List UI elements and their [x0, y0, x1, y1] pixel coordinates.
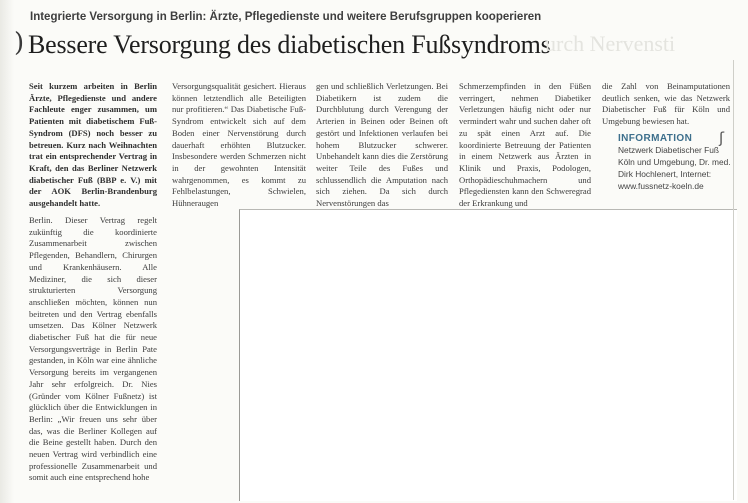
intro-paragraph: Seit kurzem arbeiten in Berlin Ärzte, Pflegedienste und andere Fachleute enger zusammen, um Patienten mit diabetischem Fuß-Syndrom (DFS) noch besser zu betreuen. Kurz nach Weihnachten trat ein entsprechender Vertrag in Kraft, den das Berliner Netzwerk diabetischer Fuß (BBP e. V.) mit der AOK Berlin-Brandenburg ausgehandelt hatte.: [29, 81, 157, 209]
bleed-through-text: urch Nervensti: [545, 31, 676, 56]
arrow-s-icon: ʃ: [719, 129, 725, 147]
scan-shadow: [0, 0, 14, 503]
column-divider: [733, 60, 734, 500]
article-column-1: [29, 215, 157, 500]
article-column-3: [316, 81, 448, 209]
column-5-text: die Zahl von Beinamputationen deutlich senken, wie das Netzwerk Diabetischer Fuß für Köln und Umgebung bewiesen hat.: [602, 81, 730, 127]
photo-placeholder: [239, 209, 737, 501]
info-website-link[interactable]: www.fussnetz-koeln.de: [618, 181, 704, 191]
info-line: Köln und Umgebung, Dr. med.: [618, 157, 731, 167]
info-heading: INFORMATION: [618, 133, 693, 144]
article-headline: Bessere Versorgung des diabetischen Fußsyndroms: [28, 30, 551, 59]
article-column-4: [459, 81, 591, 209]
info-line: Dirk Hochlenert, Internet:: [618, 169, 712, 179]
headline-bracket-icon: ): [14, 28, 25, 58]
column-2-text: Versorgungsqualität gesichert. Hieraus können letztendlich alle Beteiligten nur profitieren.“ Das Diabetische Fuß-Syndrom entwickelt sich auf dem Boden einer Nervenstörung durch dauerhaft erhöhten Blutzucker. Insbesondere werden Schmerzen nicht in der gewohnten Intensität wahrgenommen, es kommt zu Fehlbelastungen, Schwielen, Hühneraugen: [172, 81, 306, 209]
column-1-text: Berlin. Dieser Vertrag regelt zukünftig die koordinierte Zusammenarbeit zwischen Pflegenden, Behandlern, Chirurgen und Krankenhäusern. Alle Mediziner, die sich dieser strukturierten Versorgung anschließen möchten, können nun beitreten und den Vertrag ebenfalls umsetzen. Das Kölner Netzwerk diabetischer Fuß hat die für neue Versorgungsverträge in Berlin Pate gestanden, in Köln war eine ähnliche Versorgung bereits im vergangenen Jahr sehr erfolgreich. Dr. Nies (Gründer vom Kölner Fußnetz) ist glücklich über die Entwicklungen in Berlin: „Wir freuen uns sehr über das, was die Berliner Kollegen auf die Beine gestellt haben. Durch den neuen Vertrag wird verbindlich eine professionelle Zusammenarbeit und somit auch eine entsprechend hohe: [29, 215, 157, 483]
article-intro: [29, 81, 157, 209]
article-column-2: [172, 81, 306, 209]
info-line: Netzwerk Diabetischer Fuß: [618, 145, 719, 155]
article-kicker: Integrierte Versorgung in Berlin: Ärzte, Pflegedienste und weitere Berufsgruppen kooperieren: [30, 11, 542, 23]
column-3-text: gen und schließlich Verletzungen. Bei Diabetikern ist zudem die Durchblutung durch Verengung der Arterien in Beinen oder Beinen oft gestört und Infektionen verlaufen bei hohem Blutzucker schwerer. Unbehandelt kann dies die Zerstörung weiter Teile des Fußes und schlussendlich die Amputation nach sich ziehen. Da sich durch Nervenstörungen das: [316, 81, 448, 209]
column-4-text: Schmerzempfinden in den Füßen verringert, nehmen Diabetiker Verletzungen häufig nicht oder nur vermindert wahr und suchen daher oft zu spät einen Arzt auf. Die koordinierte Betreuung der Patienten in einem Netzwerk aus Ärzten in Klinik und Praxis, Podologen, Orthopädieschuhmachern und Pflegediensten kann den Schweregrad der Erkrankung und: [459, 81, 591, 209]
article-column-5: [602, 81, 730, 131]
